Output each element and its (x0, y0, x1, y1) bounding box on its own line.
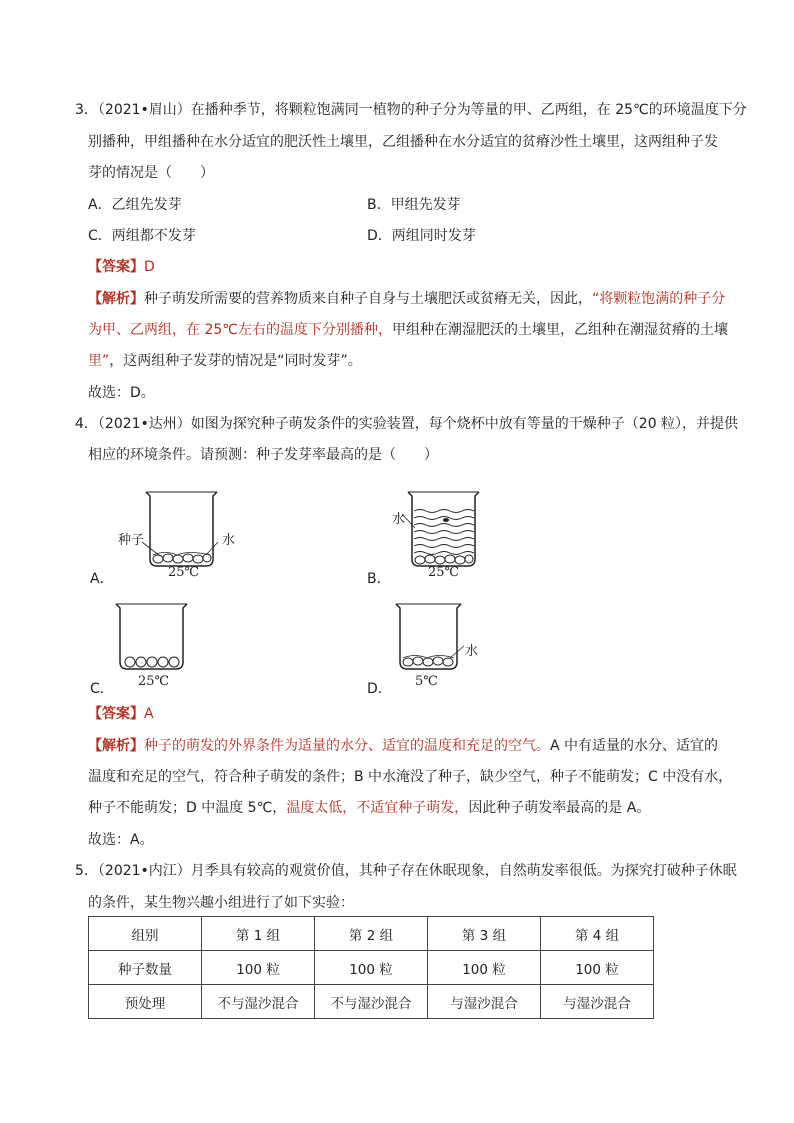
table-cell: 与湿沙混合 (541, 985, 654, 1019)
figure-letter: A． (90, 571, 114, 587)
q4-analysis-line-3 (88, 798, 650, 818)
water-label: 水 (222, 533, 236, 548)
table-cell: 100 粒 (541, 951, 654, 985)
q3-analysis-line-2 (88, 320, 728, 340)
table-cell: 第 4 组 (541, 917, 654, 951)
water-label: 水 (392, 512, 406, 527)
experiment-table (88, 916, 654, 1019)
q5-line-1: 5．（2021•内江）月季具有较高的观赏价值，其种子存在休眠现象，自然萌发率很低。为探究打破种子休眠 (75, 863, 737, 879)
q3-option-a: A．乙组先发芽 (88, 197, 182, 213)
q3-option-c: C．两组都不发芽 (88, 228, 196, 244)
answer-value: D (144, 259, 155, 275)
table-cell: 第 1 组 (202, 917, 315, 951)
figure-letter: D． (367, 681, 392, 697)
table-cell: 与湿沙混合 (428, 985, 541, 1019)
analysis-tag: 【解析】 (88, 738, 144, 754)
analysis-tag: 【解析】 (88, 291, 144, 307)
q4-line-1: 4．（2021•达州）如图为探究种子萌发条件的实验装置，每个烧杯中放有等量的干燥种子（20 粒），并提供 (75, 416, 739, 432)
table-cell: 100 粒 (202, 951, 315, 985)
analysis-text: 甲组种在潮湿肥沃的土壤里，乙组种在潮湿贫瘠的土壤 (392, 322, 728, 338)
beaker-c-illustration (112, 598, 202, 678)
q3-line-2: 别播种，甲组播种在水分适宜的肥沃性土壤里，乙组播种在水分适宜的贫瘠沙性土壤里，这两组种子发 (88, 134, 718, 150)
table-cell: 不与湿沙混合 (202, 985, 315, 1019)
analysis-quote: 温度太低，不适宜种子萌发， (286, 800, 469, 816)
table-cell: 第 3 组 (428, 917, 541, 951)
analysis-text: 种子萌发所需要的营养物质来自种子自身与土壤肥沃或贫瘠无关，因此， (144, 291, 592, 307)
temperature-label: 25℃ (428, 565, 460, 580)
analysis-quote: 种子的萌发的外界条件为适量的水分、适宜的温度和充足的空气。 (144, 738, 550, 754)
answer-tag: 【答案】 (88, 706, 144, 722)
figure-letter: C． (90, 681, 114, 697)
table-cell: 种子数量 (89, 951, 202, 985)
table-cell: 第 2 组 (315, 917, 428, 951)
q3-line-3: 芽的情况是（ ） (88, 165, 214, 181)
temperature-label: 5℃ (415, 674, 438, 689)
analysis-quote: “将颗粒饱满的种子分 (592, 291, 726, 307)
table-row (89, 951, 654, 985)
q3-analysis-line-1 (88, 289, 725, 309)
q4-line-2: 相应的环境条件。请预测：种子发芽率最高的是（ ） (88, 447, 438, 463)
q4-analysis-line-2: 温度和充足的空气，符合种子萌发的条件；B 中水淹没了种子，缺少空气，种子不能萌发；C 中没有水， (88, 769, 733, 785)
table-cell: 预处理 (89, 985, 202, 1019)
q3-option-d: D．两组同时发芽 (367, 228, 476, 244)
table-row (89, 985, 654, 1019)
q5-line-2: 的条件，某生物兴趣小组进行了如下实验： (88, 895, 354, 911)
analysis-text: 种子不能萌发；D 中温度 5℃， (88, 800, 287, 816)
table-row (89, 917, 654, 951)
q3-option-b: B．甲组先发芽 (367, 197, 461, 213)
analysis-quote: 里” (88, 353, 110, 369)
beaker-b-illustration (400, 484, 520, 584)
table-cell: 组别 (89, 917, 202, 951)
answer-value: A (144, 706, 154, 722)
temperature-label: 25℃ (138, 674, 170, 689)
table-cell: 不与湿沙混合 (315, 985, 428, 1019)
q3-line-1: 3．（2021•眉山）在播种季节，将颗粒饱满同一植物的种子分为等量的甲、乙两组，在 25℃的环境温度下分 (75, 102, 747, 118)
analysis-text: 因此种子萌发率最高的是 A。 (468, 800, 651, 816)
table-cell: 100 粒 (428, 951, 541, 985)
beaker-d-illustration (392, 598, 502, 678)
analysis-quote: 为甲、乙两组，在 25℃左右的温度下分别播种， (88, 322, 392, 338)
figure-letter: B． (367, 571, 391, 587)
table-cell: 100 粒 (315, 951, 428, 985)
analysis-text: ，这两组种子发芽的情况是“同时发芽”。 (109, 353, 362, 369)
seed-label: 种子 (118, 533, 145, 548)
q4-analysis-line-1 (88, 736, 718, 756)
q3-conclusion: 故选：D。 (88, 385, 155, 401)
q4-answer (88, 704, 154, 724)
water-label: 水 (465, 644, 479, 659)
answer-tag: 【答案】 (88, 259, 144, 275)
q4-conclusion: 故选：A。 (88, 832, 154, 848)
analysis-text: A 中有适量的水分、适宜的 (550, 738, 719, 754)
temperature-label: 25℃ (168, 565, 200, 580)
q3-analysis-line-3 (88, 351, 362, 371)
q3-answer (88, 257, 155, 277)
